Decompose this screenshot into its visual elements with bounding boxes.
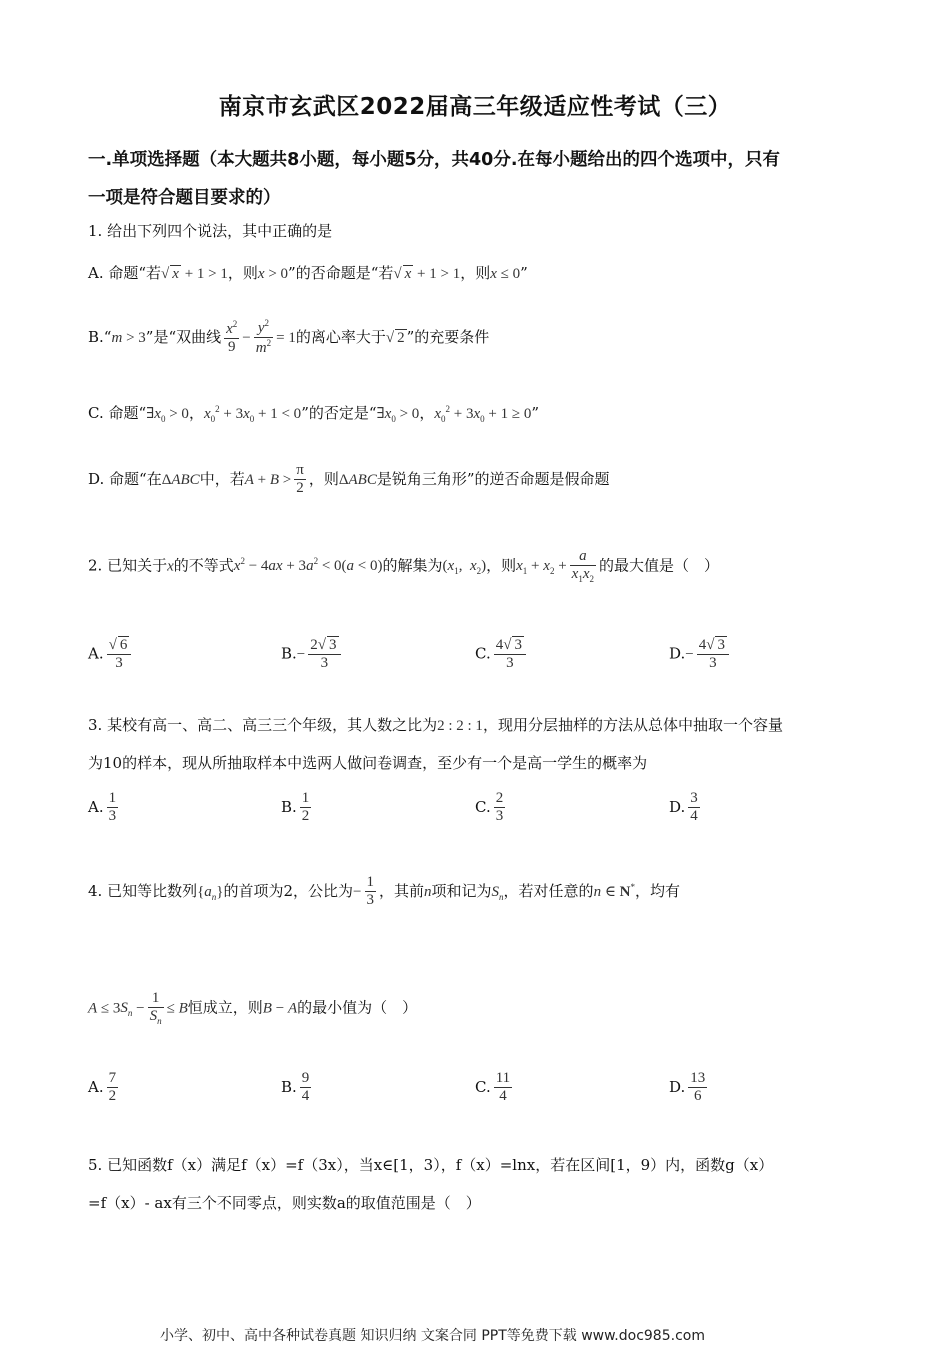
q3-line2: 为10的样本，现从所抽取样本中选两人做问卷调查，至少有一个是高一学生的概率为 (88, 754, 648, 772)
q4-option-c: C. $\frac{11}{4}$ (475, 1070, 511, 1105)
q2-option-c: C. $\frac{4√ 3}{3}$ (475, 636, 529, 673)
page-title: 南京市玄武区2022届高三年级适应性考试（三） (218, 94, 732, 120)
q2-option-b: B.− $\frac{2√ 3}{3}$ (281, 636, 344, 673)
q4-line1: 4. 已知等比数列$\{a_n\}$的首项为2，公比为− $\frac{1}{3}$ ，其前n项和记为$S_n$，若对任意的n ∈ N*，均有 (88, 874, 681, 909)
q3-line1: 3. 某校有高一、高二、高三三个年级，其人数之比为2 : 2 : 1，现用分层抽样的方法从总体中抽取一个容量 (88, 716, 783, 734)
q2-option-a: A. $\frac{√ 6}{3}$ (88, 636, 134, 673)
q4-line2: $A \le 3S_n$ − $\frac{1}{S_n}$ ≤ B恒成立，则B − A的最小值为（ ） (88, 990, 418, 1027)
q3-option-b: B. $\frac{1}{2}$ (281, 790, 310, 825)
section-heading-line1: 一.单项选择题（本大题共8小题，每小题5分，共40分.在每小题给出的四个选项中，只有 (88, 150, 780, 170)
q1-option-c: C. 命题“$\exists x_0 > 0$，$x_0^2 + 3x_0 + 1 < 0$”的否定是“$\exists x_0 > 0$，$x_0^2 + 3x_0 + 1 \ge 0$” (88, 404, 540, 424)
q1-option-a: A. 命题“若√ x + 1 > 1，则x > 0”的否命题是“若√ x + 1 > 1，则x ≤ 0” (88, 264, 528, 282)
q3-option-a: A. $\frac{1}{3}$ (88, 790, 117, 825)
q1-option-d: D. 命题“在ΔABC中，若A + B > $\frac{\pi}{2}$ ，则ΔABC是锐角三角形”的逆否命题是假命题 (88, 462, 610, 497)
q4-option-d: D. $\frac{13}{6}$ (669, 1070, 706, 1105)
q5-line1: 5. 已知函数f（x）满足f（x）=f（3x），当x∈[1，3），f（x）=lnx，若在区间[1，9）内，函数g（x） (88, 1156, 774, 1174)
q1-option-b: B.“m > 3”是“双曲线 $\frac{x^2}{9}$ − $\frac{y^2}{m^2}$ = 1的离心率大于√ 2 ”的充要条件 (88, 318, 490, 357)
q3-option-d: D. $\frac{3}{4}$ (669, 790, 698, 825)
q3-option-c: C. $\frac{2}{3}$ (475, 790, 504, 825)
q4-option-b: B. $\frac{9}{4}$ (281, 1070, 310, 1105)
section-heading-line2: 一项是符合题目要求的） (88, 188, 281, 208)
q2-stem: 2. 已知关于x的不等式$x^2 - 4ax + 3a^2 < 0(a < 0)$的解集为($x_1$, $x_2$)，则$x_1 + x_2$ + $\frac{a}{x_1x_2}$ 的最大值是（ ） (88, 548, 720, 585)
q5-line2: =f（x）- ax有三个不同零点，则实数a的取值范围是（ ） (88, 1194, 481, 1212)
footer-ad[interactable]: 小学、初中、高中各种试卷真题 知识归纳 文案合同 PPT等免费下载 www.doc985.com (160, 1328, 705, 1344)
q4-option-a: A. $\frac{7}{2}$ (88, 1070, 117, 1105)
q2-option-d: D.− $\frac{4√ 3}{3}$ (669, 636, 732, 673)
q1-stem: 1. 给出下列四个说法，其中正确的是 (88, 222, 333, 240)
